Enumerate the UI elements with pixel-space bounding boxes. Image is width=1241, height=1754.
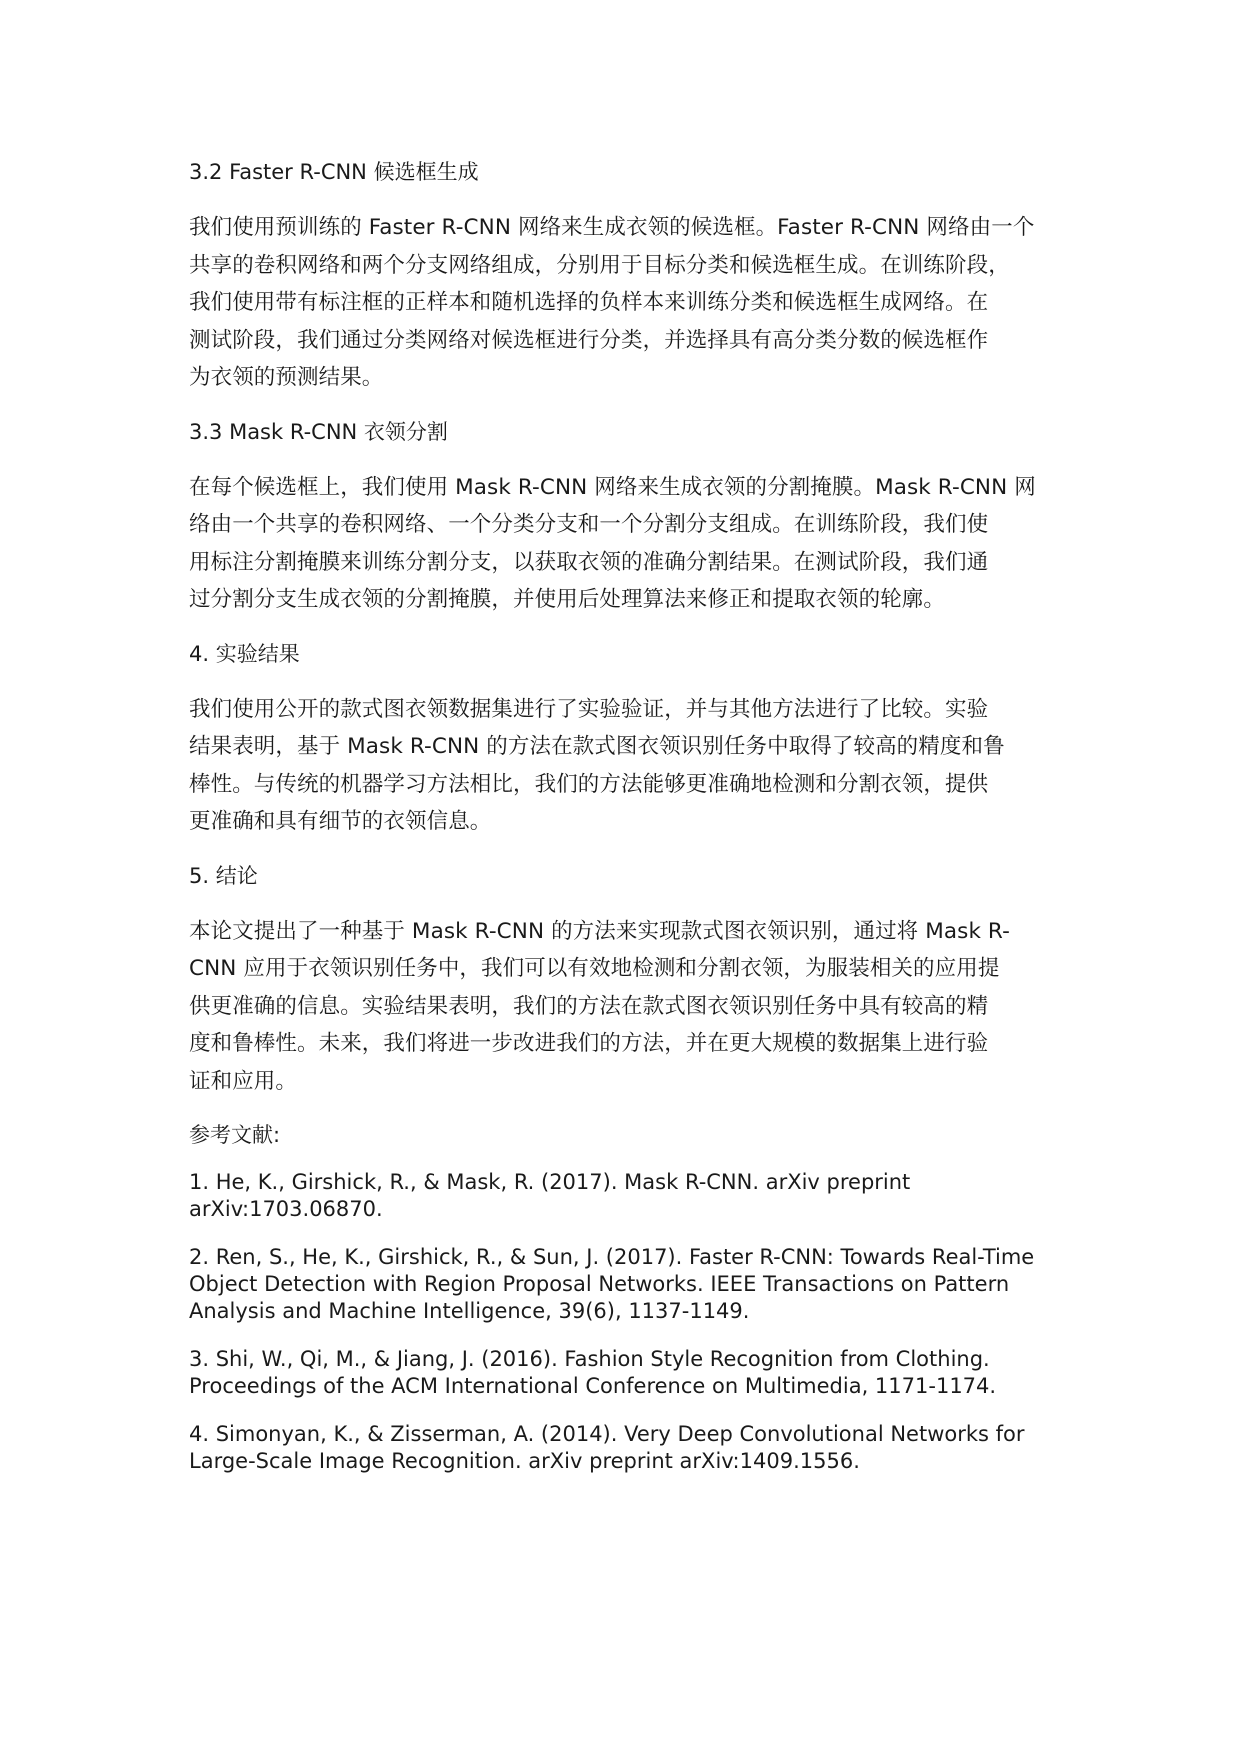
section-paragraph: [189, 913, 1069, 1101]
paragraph-line: 共享的卷积网络和两个分支网络组成，分别用于目标分类和候选框生成。在训练阶段，: [189, 252, 1010, 278]
paragraph-line: 过分割分支生成衣领的分割掩膜，并使用后处理算法来修正和提取衣领的轮廓。: [189, 587, 946, 612]
paragraph-line: 络由一个共享的卷积网络、一个分类分支和一个分割分支组成。在训练阶段，我们使: [189, 512, 989, 537]
reference-line: 2. Ren, S., He, K., Girshick, R., & Sun, J. (2017). Faster R-CNN: Towards Real-Time: [189, 1245, 1035, 1269]
paragraph-line: 我们使用带有标注框的正样本和随机选择的负样本来训练分类和候选框生成网络。在: [189, 290, 989, 315]
paragraph-line: 本论文提出了一种基于 Mask R-CNN 的方法来实现款式图衣领识别，通过将 Mask R-: [189, 918, 1010, 944]
paragraph-line: 用标注分割掩膜来训练分割分支，以获取衣领的准确分割结果。在测试阶段，我们通: [189, 549, 989, 575]
section-heading: 3.2 Faster R-CNN 候选框生成: [189, 160, 479, 184]
reference-line: Analysis and Machine Intelligence, 39(6), 1137-1149.: [189, 1299, 750, 1323]
reference-line: 1. He, K., Girshick, R., & Mask, R. (2017). Mask R-CNN. arXiv preprint: [189, 1170, 911, 1194]
paragraph-line: 结果表明，基于 Mask R-CNN 的方法在款式图衣领识别任务中取得了较高的精度和鲁: [189, 734, 1005, 759]
reference-line: Proceedings of the ACM International Conference on Multimedia, 1171-1174.: [189, 1374, 997, 1398]
paragraph-line: 测试阶段，我们通过分类网络对候选框进行分类，并选择具有高分类分数的候选框作: [189, 327, 989, 353]
paragraph-line: 证和应用。: [189, 1068, 298, 1094]
reference-line: Object Detection with Region Proposal Networks. IEEE Transactions on Pattern: [189, 1272, 1010, 1296]
references-title: 参考文献:: [189, 1123, 281, 1147]
reference-item: [189, 1346, 1069, 1400]
reference-item: [189, 1244, 1069, 1325]
reference-item: [189, 1421, 1069, 1475]
reference-line: 3. Shi, W., Qi, M., & Jiang, J. (2016). Fashion Style Recognition from Clothing.: [189, 1347, 990, 1371]
paragraph-line: 我们使用预训练的 Faster R-CNN 网络来生成衣领的候选框。Faster R-CNN 网络由一个: [189, 215, 1035, 240]
reference-item: [189, 1169, 1069, 1223]
section-heading: 3.3 Mask R-CNN 衣领分割: [189, 419, 448, 444]
paragraph-line: 棒性。与传统的机器学习方法相比，我们的方法能够更准确地检测和分割衣领，提供: [189, 771, 989, 797]
section-heading: 5. 结论: [189, 863, 258, 888]
reference-line: Large-Scale Image Recognition. arXiv preprint arXiv:1409.1556.: [189, 1449, 860, 1473]
reference-line: arXiv:1703.06870.: [189, 1197, 383, 1221]
reference-line: 4. Simonyan, K., & Zisserman, A. (2014). Very Deep Convolutional Networks for: [189, 1422, 1025, 1446]
document-body: [189, 157, 1069, 1496]
paragraph-line: 我们使用公开的款式图衣领数据集进行了实验验证，并与其他方法进行了比较。实验: [189, 696, 989, 722]
paragraph-line: 在每个候选框上，我们使用 Mask R-CNN 网络来生成衣领的分割掩膜。Mask R-CNN 网: [189, 474, 1036, 500]
paragraph-line: CNN 应用于衣领识别任务中，我们可以有效地检测和分割衣领，为服装相关的应用提: [189, 956, 1000, 981]
paragraph-line: 为衣领的预测结果。: [189, 365, 384, 390]
paragraph-line: 供更准确的信息。实验结果表明，我们的方法在款式图衣领识别任务中具有较高的精: [189, 993, 989, 1019]
section-heading: 4. 实验结果: [189, 641, 300, 666]
section-paragraph: [189, 691, 1069, 841]
section-paragraph: [189, 209, 1069, 397]
section-paragraph: [189, 469, 1069, 619]
paragraph-line: 更准确和具有细节的衣领信息。: [189, 809, 492, 834]
paragraph-line: 度和鲁棒性。未来，我们将进一步改进我们的方法，并在更大规模的数据集上进行验: [189, 1031, 989, 1056]
